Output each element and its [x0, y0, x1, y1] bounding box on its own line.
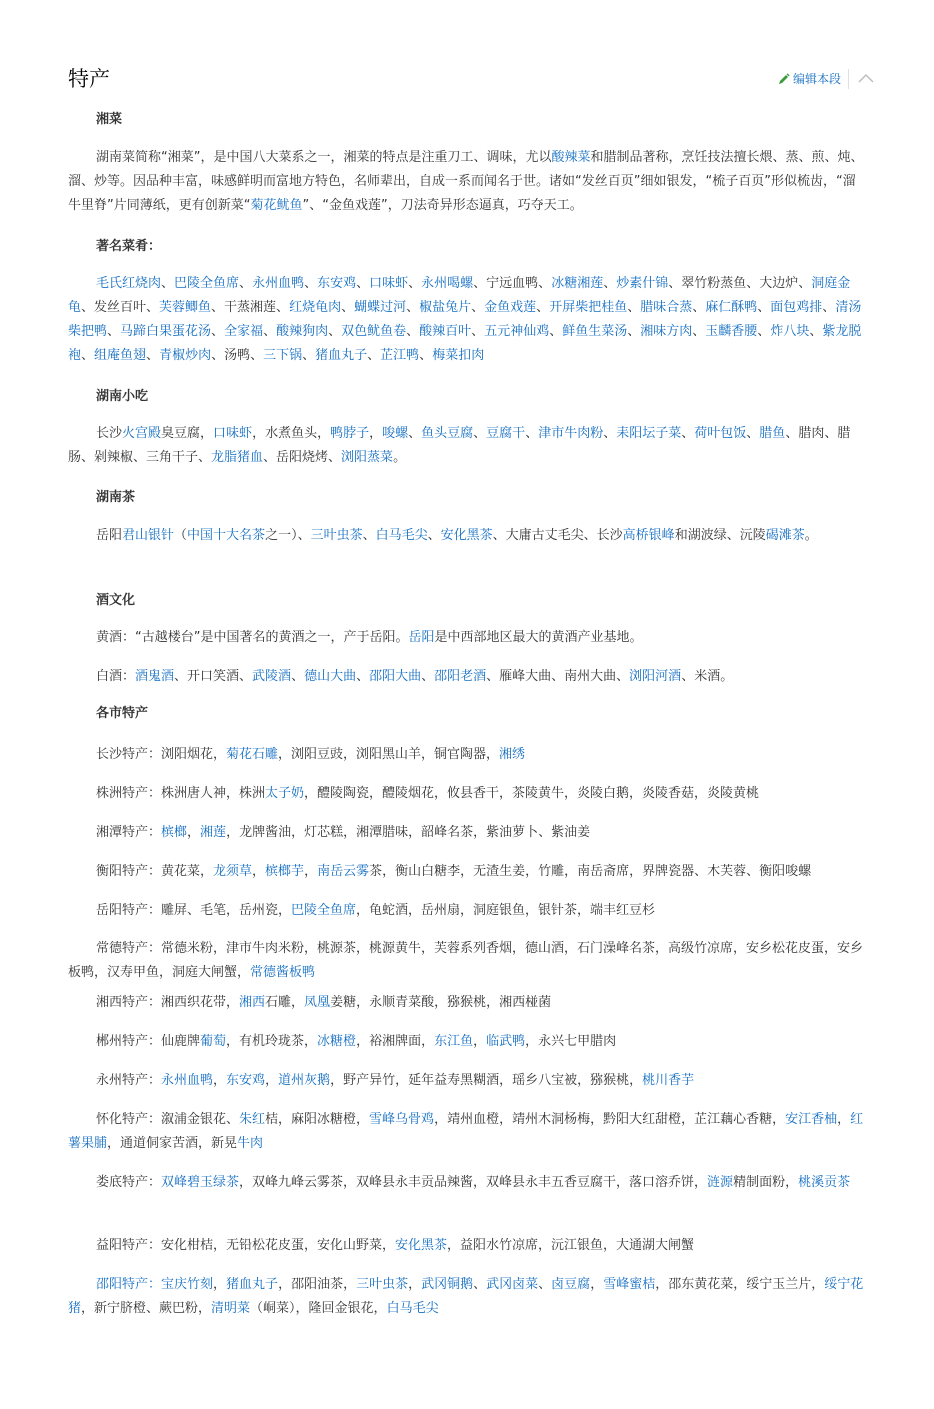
term-link[interactable]: 酸辣狗肉 — [276, 324, 329, 339]
pencil-icon — [778, 73, 790, 85]
term-link[interactable]: 葡萄 — [200, 1034, 227, 1049]
text-run: 精制面粉， — [733, 1175, 799, 1190]
term-link[interactable]: 炸八块 — [770, 324, 810, 339]
term-link[interactable]: 浏阳河酒 — [629, 669, 682, 684]
text-run: （峒菜），隆回金银花， — [250, 1301, 387, 1316]
term-link[interactable]: 湘莲 — [200, 825, 227, 840]
text-run: 、 — [471, 324, 485, 339]
text-run: ， — [252, 864, 266, 879]
text-run: ， — [837, 1112, 851, 1127]
text-run: 、 — [362, 528, 376, 543]
paragraph — [68, 626, 868, 650]
text-run: 湘潭特产： — [96, 825, 162, 840]
text-run: 、翠竹粉蒸鱼、大边炉、 — [668, 276, 812, 291]
text-run: ，益阳水竹凉席，沅江银鱼，大通湖大闸蟹 — [447, 1238, 695, 1253]
text-run: 、腊肉、腊肠、剁辣椒、三角干子、 — [68, 426, 851, 465]
text-run: 、大庸古丈毛尖、长沙 — [492, 528, 623, 543]
text-run: 、 — [809, 324, 823, 339]
text-run: 石雕， — [265, 995, 305, 1010]
term-link[interactable]: 开屏柴把桂鱼 — [549, 300, 628, 315]
text-run: ， — [369, 426, 383, 441]
paragraph — [68, 937, 868, 985]
text-run: 和湖波绿、沅陵 — [674, 528, 766, 543]
text-run: ，邵东黄花菜，绥宁玉兰片， — [655, 1277, 825, 1292]
term-link[interactable]: 青椒炒肉 — [159, 348, 212, 363]
term-link[interactable]: 津市牛肉粉 — [538, 426, 604, 441]
term-link[interactable]: 口味虾 — [213, 426, 253, 441]
text-run: ， — [213, 1277, 227, 1292]
text-run: 衡阳特产：黄花菜， — [96, 864, 214, 879]
text-run: ，有机玲珑茶， — [226, 1034, 318, 1049]
text-run: 永州特产： — [96, 1073, 162, 1088]
term-link[interactable]: 蝴蝶过河 — [354, 300, 407, 315]
text-run: 、 — [263, 324, 277, 339]
text-run: 、 — [107, 324, 121, 339]
term-link[interactable]: 唆螺 — [382, 426, 409, 441]
term-link[interactable]: 口味虾 — [369, 276, 409, 291]
text-run: 、 — [627, 324, 641, 339]
term-link[interactable]: 永州血鸭 — [252, 276, 305, 291]
term-link[interactable]: 临武鸭 — [486, 1034, 526, 1049]
term-link[interactable]: 冰糖橙 — [317, 1034, 357, 1049]
paragraph — [68, 743, 868, 767]
term-link[interactable]: 鱼头豆腐 — [421, 426, 474, 441]
term-link[interactable]: 三下锅 — [263, 348, 303, 363]
text-run: 娄底特产： — [96, 1175, 162, 1190]
text-run: 、 — [746, 426, 760, 441]
term-link[interactable]: 龙须草 — [213, 864, 253, 879]
term-link[interactable]: 清明菜 — [211, 1301, 251, 1316]
text-run: ，野产异竹，延年益寿黑糊酒，瑶乡八宝被，猕猴桃， — [330, 1073, 643, 1088]
text-run: （ — [174, 528, 188, 543]
text-run: 、 — [822, 300, 836, 315]
text-run: 、 — [328, 324, 342, 339]
term-link[interactable]: 豆腐干 — [486, 426, 526, 441]
term-link[interactable]: 火宫殿 — [122, 426, 162, 441]
term-link[interactable]: 永州血鸭 — [161, 1073, 214, 1088]
term-link[interactable]: 南岳云雾 — [317, 864, 370, 879]
text-run: 常德特产：常德米粉，津市牛肉米粉，桃源茶，桃源黄牛，芙蓉系列香烟，德山酒，石门澡峰名茶，高级竹凉席，安乡松花皮蛋，安乡板鸭，汉寿甲鱼，洞庭大闸蟹， — [68, 941, 864, 980]
term-link[interactable]: 永州喝螺 — [421, 276, 474, 291]
term-link[interactable]: 巴陵全鱼席 — [174, 276, 240, 291]
term-link[interactable]: 德山大曲 — [304, 669, 357, 684]
term-link[interactable]: 清汤柴把鸭 — [68, 300, 862, 339]
term-link[interactable]: 酒鬼酒 — [135, 669, 175, 684]
term-link[interactable]: 巴陵全鱼席 — [291, 903, 357, 918]
text-run: 、 — [302, 348, 316, 363]
term-link[interactable]: 洞庭金龟 — [68, 276, 851, 315]
text-run: ，裕湘牌面， — [356, 1034, 435, 1049]
text-run: 姜糖，永顺青菜酸，猕猴桃，湘西椪菌 — [330, 995, 552, 1010]
term-link[interactable]: 毛氏红烧肉 — [96, 276, 162, 291]
text-run: ， — [590, 1277, 604, 1292]
text-run: ，龙牌酱油，灯芯糕，湘潭腊味，韶峰名茶，紫油萝卜、紫油姜 — [226, 825, 591, 840]
text-run: 株洲特产：株洲唐人神，株洲 — [96, 786, 266, 801]
term-link[interactable]: 浏阳蒸菜 — [341, 450, 394, 465]
term-link[interactable]: 牛肉 — [237, 1136, 264, 1151]
term-link[interactable]: 东安鸡 — [226, 1073, 266, 1088]
term-link[interactable]: 中国十大名茶 — [187, 528, 266, 543]
term-link[interactable]: 道州灰鹅 — [278, 1073, 331, 1088]
text-run: 、 — [161, 276, 175, 291]
text-run: 、 — [692, 324, 706, 339]
text-run: 长沙 — [96, 426, 123, 441]
paragraph — [68, 1108, 868, 1156]
text-run: 、 — [757, 300, 771, 315]
term-link[interactable]: 耒阳坛子菜 — [616, 426, 682, 441]
edit-section-button[interactable] — [778, 71, 841, 87]
paragraph — [68, 146, 868, 218]
term-link[interactable]: 全家福 — [224, 324, 264, 339]
text-run: 、开口笑酒、 — [174, 669, 253, 684]
term-link[interactable]: 三叶虫茶 — [356, 1277, 409, 1292]
text-run: 、岳阳烧烤、 — [263, 450, 342, 465]
text-run: 湘西特产：湘西织花带， — [96, 995, 240, 1010]
term-link[interactable]: 武陵酒 — [252, 669, 292, 684]
text-run: ，通道侗家苦酒，新晃 — [107, 1136, 238, 1151]
text-run: 、 — [146, 348, 160, 363]
paragraph — [68, 1234, 868, 1258]
term-link[interactable]: 三叶虫茶 — [310, 528, 363, 543]
text-run: 、 — [81, 348, 95, 363]
term-link[interactable]: 炒素什锦 — [616, 276, 669, 291]
term-link[interactable]: 雪峰蜜桔 — [603, 1277, 656, 1292]
term-link[interactable]: 五元神仙鸡 — [484, 324, 550, 339]
text-run: ， — [187, 825, 201, 840]
text-run: 、 — [356, 669, 370, 684]
text-run: 、米酒。 — [681, 669, 734, 684]
text-run: ，双峰九峰云雾茶，双峰县永丰贡品辣酱，双峰县永丰五香豆腐干，落口溶乔饼， — [239, 1175, 708, 1190]
term-link[interactable]: 组庵鱼翅 — [94, 348, 147, 363]
paragraph — [68, 1171, 868, 1195]
text-run: 长沙特产：浏阳烟花， — [96, 747, 227, 762]
term-link[interactable]: 腊鱼 — [759, 426, 786, 441]
term-link[interactable]: 白马毛尖 — [386, 1301, 439, 1316]
text-run: 、 — [525, 426, 539, 441]
edit-section-label: 编辑本段 — [793, 72, 842, 86]
paragraph — [68, 991, 868, 1015]
text-run: 、 — [211, 324, 225, 339]
term-link[interactable]: 椒盐兔片 — [419, 300, 472, 315]
paragraph — [68, 665, 868, 689]
term-link[interactable]: 面包鸡排 — [770, 300, 823, 315]
text-run: 、 — [538, 1277, 552, 1292]
paragraph — [68, 1030, 868, 1054]
text-run: ， — [213, 1073, 227, 1088]
paragraph — [68, 422, 868, 470]
text-run: 、 — [692, 300, 706, 315]
term-link[interactable]: 芙蓉鲫鱼 — [159, 300, 212, 315]
text-run: 、汤鸭、 — [211, 348, 264, 363]
term-link[interactable]: 君山银针 — [122, 528, 175, 543]
text-run: 茶，衡山白糖李，无渣生姜，竹雕，南岳斋席，界牌瓷器、木芙蓉、衡阳唆螺 — [369, 864, 812, 879]
text-run: 。 — [804, 528, 818, 543]
term-link[interactable]: 高桥银峰 — [622, 528, 675, 543]
text-run: ，永兴七甲腊肉 — [525, 1034, 617, 1049]
term-link[interactable]: 桃川香芋 — [642, 1073, 695, 1088]
term-link[interactable]: 邵阳老酒 — [434, 669, 487, 684]
term-link[interactable]: 碣滩茶 — [765, 528, 805, 543]
term-link[interactable]: 梅菜扣肉 — [432, 348, 485, 363]
text-run: 、 — [367, 348, 381, 363]
term-link[interactable]: 东江鱼 — [434, 1034, 474, 1049]
text-run: 、 — [627, 300, 641, 315]
subsection-heading: 酒文化 — [96, 593, 136, 608]
text-run: 、 — [603, 276, 617, 291]
text-run: 怀化特产：溆浦金银花、 — [96, 1112, 240, 1127]
term-link[interactable]: 双峰碧玉绿茶 — [161, 1175, 240, 1190]
term-link[interactable]: 红烧龟肉 — [289, 300, 342, 315]
text-run: 、 — [408, 276, 422, 291]
paragraph — [68, 272, 868, 368]
text-run: 、 — [549, 324, 563, 339]
collapse-chevron-up-icon[interactable] — [857, 70, 875, 88]
term-link[interactable]: 麻仁酥鸭 — [705, 300, 758, 315]
term-link[interactable]: 桃溪贡茶 — [798, 1175, 851, 1190]
text-run: 、 — [304, 276, 318, 291]
term-link[interactable]: 卤豆腐 — [551, 1277, 591, 1292]
term-link[interactable]: 湘味方肉 — [640, 324, 693, 339]
text-run: ，水煮鱼头， — [252, 426, 331, 441]
term-link[interactable]: 安化黑茶 — [395, 1238, 448, 1253]
term-link[interactable]: 岳阳 — [408, 630, 435, 645]
text-run: 、干蒸湘莲、 — [211, 300, 290, 315]
section-title: 特产 — [68, 67, 110, 91]
term-link[interactable]: 龙脂猪血 — [211, 450, 264, 465]
text-run: 、 — [471, 300, 485, 315]
text-run: ， — [473, 1034, 487, 1049]
text-run: 、 — [356, 276, 370, 291]
term-link[interactable]: 白马毛尖 — [375, 528, 428, 543]
text-run: 、 — [408, 426, 422, 441]
subsection-heading: 著名菜肴： — [96, 239, 162, 254]
term-link[interactable]: 芷江鸭 — [380, 348, 420, 363]
text-run: 、 — [757, 324, 771, 339]
text-run: 、 — [291, 669, 305, 684]
term-link[interactable]: 东安鸡 — [317, 276, 357, 291]
term-link[interactable]: 安江香柚 — [785, 1112, 838, 1127]
term-link[interactable]: 冰糖湘莲 — [551, 276, 604, 291]
text-run: ， — [265, 1073, 279, 1088]
text-run: 、 — [421, 669, 435, 684]
paragraph — [68, 1273, 868, 1321]
text-run: 、 — [473, 1277, 487, 1292]
text-run: 郴州特产：仙鹿牌 — [96, 1034, 201, 1049]
text-run: 、宁远血鸭、 — [473, 276, 552, 291]
subsection-heading: 湖南小吃 — [96, 389, 149, 404]
text-run: ， — [304, 864, 318, 879]
subsection-heading: 湖南茶 — [96, 490, 136, 505]
paragraph — [68, 524, 868, 548]
subsection-heading: 各市特产 — [96, 706, 149, 721]
paragraph — [68, 860, 868, 884]
text-run: 白酒： — [96, 669, 136, 684]
text-run: 之一）、 — [265, 528, 311, 543]
term-link[interactable]: 湘西 — [239, 995, 266, 1010]
text-run: ，新宁脐橙、蕨巴粉， — [81, 1301, 212, 1316]
term-link[interactable]: 马蹄白果蛋花汤 — [120, 324, 212, 339]
text-run: 黄酒：“古越楼台”是中国著名的黄酒之一，产于岳阳。 — [96, 630, 409, 645]
term-link[interactable]: 腊味合蒸 — [640, 300, 693, 315]
text-run: ，邵阳油茶， — [278, 1277, 357, 1292]
term-link[interactable]: 凤凰 — [304, 995, 331, 1010]
text-run: ，浏阳豆豉，浏阳黑山羊，铜官陶器， — [278, 747, 500, 762]
text-run: 、发丝百叶、 — [81, 300, 160, 315]
text-run: ，靖州血橙，靖州木洞杨梅，黔阳大红甜橙，芷江藕心香糖， — [434, 1112, 786, 1127]
term-link[interactable]: 涟源 — [707, 1175, 734, 1190]
term-link[interactable]: 邵阳特产： — [96, 1277, 162, 1292]
paragraph — [68, 899, 868, 923]
text-run: ，醴陵陶瓷，醴陵烟花，攸县香干，茶陵黄牛，炎陵白鹅，炎陵香菇，炎陵黄桃 — [304, 786, 760, 801]
text-run: 益阳特产：安化柑桔，无铅松花皮蛋，安化山野菜， — [96, 1238, 396, 1253]
term-link[interactable]: 酸辣菜 — [551, 150, 591, 165]
term-link[interactable]: 槟榔 — [161, 825, 188, 840]
term-link[interactable]: 双色鱿鱼卷 — [341, 324, 407, 339]
term-link[interactable]: 菊花石雕 — [226, 747, 279, 762]
term-link[interactable]: 鸭脖子 — [330, 426, 370, 441]
text-run: 。 — [393, 450, 407, 465]
paragraph — [68, 1069, 868, 1093]
text-run: 、 — [419, 348, 433, 363]
subsection-heading: 湘菜 — [96, 112, 123, 127]
term-link[interactable]: 玉麟香腰 — [705, 324, 758, 339]
text-run: 桔，麻阳冰糖橙， — [265, 1112, 370, 1127]
text-run: 岳阳 — [96, 528, 123, 543]
text-run: 、 — [239, 276, 253, 291]
term-link[interactable]: 红薯果脯 — [68, 1112, 864, 1151]
paragraph — [68, 821, 868, 845]
term-link[interactable]: 武冈卤菜 — [486, 1277, 539, 1292]
term-link[interactable]: 酸辣百叶 — [419, 324, 472, 339]
toolbar-divider — [848, 69, 849, 89]
term-link[interactable]: 金鱼戏莲 — [484, 300, 537, 315]
term-link[interactable]: 菊花鱿鱼 — [250, 198, 303, 213]
text-run: ， — [408, 1277, 422, 1292]
text-run: ”、“金鱼戏莲”，刀法奇异形态逼真，巧夺天工。 — [302, 198, 583, 213]
term-link[interactable]: 朱红 — [239, 1112, 266, 1127]
term-link[interactable]: 常德酱板鸭 — [250, 965, 316, 980]
term-link[interactable]: 雪峰乌骨鸡 — [369, 1112, 435, 1127]
text-run: 岳阳特产：雕屏、毛笔，岳州瓷， — [96, 903, 292, 918]
term-link[interactable]: 武冈铜鹅 — [421, 1277, 474, 1292]
text-run: 、 — [341, 300, 355, 315]
text-run: 、 — [473, 426, 487, 441]
text-run: 湖南菜简称“湘菜”，是中国八大菜系之一，湘菜的特点是注重刀工、调味，尤以 — [96, 150, 552, 165]
term-link[interactable]: 邵阳大曲 — [369, 669, 422, 684]
text-run: 是中西部地区最大的黄酒产业基地。 — [434, 630, 643, 645]
text-run: 、 — [536, 300, 550, 315]
text-run: 和腊制品著称，烹饪技法擅长煨、蒸、煎、炖、溜、炒等。因品种丰富，味感鲜明而富地方特色，名师辈出，自成一系而闻名于世。诸如“发丝百页”细如银发，“梳子百页”形似梳齿，“溜牛里脊”片同薄纸，更有创新菜“ — [68, 150, 864, 213]
term-link[interactable]: 荷叶包饭 — [694, 426, 747, 441]
text-run: 、 — [406, 324, 420, 339]
term-link[interactable]: 紫龙脱袍 — [68, 324, 862, 363]
term-link[interactable]: 猪血丸子 — [226, 1277, 279, 1292]
paragraph — [68, 782, 868, 806]
term-link[interactable]: 安化黑茶 — [440, 528, 493, 543]
term-link[interactable]: 猪血丸子 — [315, 348, 368, 363]
text-run: 、雁峰大曲、南州大曲、 — [486, 669, 630, 684]
term-link[interactable]: 太子奶 — [265, 786, 305, 801]
text-run: 、 — [427, 528, 441, 543]
text-run: ，龟蛇酒，岳州扇，洞庭银鱼，银针茶，端丰红豆杉 — [356, 903, 656, 918]
text-run: 、 — [681, 426, 695, 441]
text-run: 、 — [406, 300, 420, 315]
term-link[interactable]: 绥宁花猪 — [68, 1277, 864, 1316]
text-run: 臭豆腐， — [161, 426, 214, 441]
term-link[interactable]: 鲜鱼生菜汤 — [562, 324, 628, 339]
text-run: 、 — [603, 426, 617, 441]
term-link[interactable]: 槟榔芋 — [265, 864, 305, 879]
term-link[interactable]: 湘绣 — [499, 747, 526, 762]
term-link[interactable]: 宝庆竹刻 — [161, 1277, 214, 1292]
